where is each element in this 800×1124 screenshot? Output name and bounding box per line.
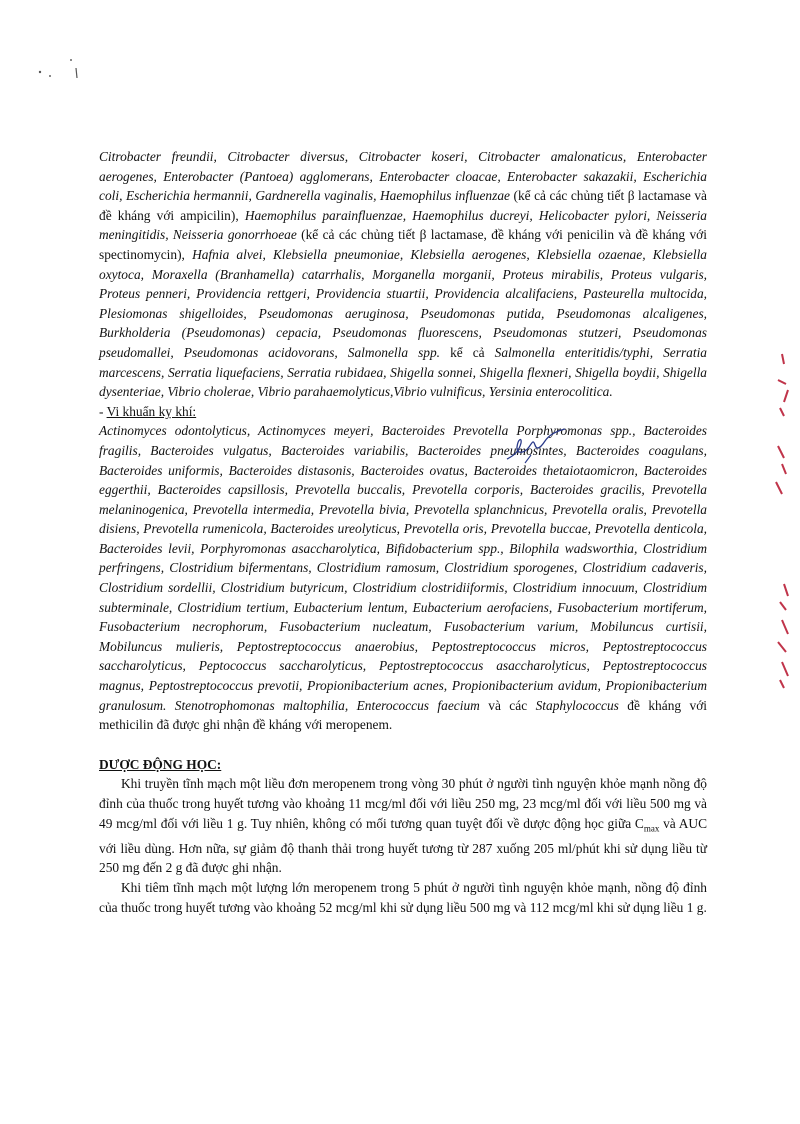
pk-para1-text-b: và AUC với liều dùng. Hơn nữa, sự giảm độ thanh thải trong huyết tương từ 287 xuống 205 ml/phút khi sử dụng liều từ 250 mg đến 2 g đã được ghi nhận. <box>99 815 707 876</box>
aerobic_tail-run-4: Hafnia alvei, Klebsiella pneumoniae, Klebsiella aerogenes, Klebsiella ozaenae, Klebsiella oxytoca, Moraxella (Branhamella) catarrhalis, Morganella morganii, Proteus mirabilis, Proteus vulgaris, Proteus penneri, Providencia rettgeri, Providencia stuartii, Providencia alcalifaciens, Pasteurella multocida, Plesiomonas shigelloides, Pseudomonas aeruginosa, Pseudomonas putida, Pseudomonas alcaligenes, Burkholderia (Pseudomonas) cepacia, Pseudomonas fluorescens, Pseudomonas stutzeri, Pseudomonas pseudomallei, Pseudomonas acidovorans, Salmonella spp. <box>99 246 707 360</box>
anaerobic-run-0: Actinomyces odontolyticus, Actinomyces meyeri, Bacteroides Prevotella Porphyromonas spp., Bacteroides fragilis, Bacteroides vulgatus, Bacteroides variabilis, Bacteroides pneumosintes, Bacteroides coagulans, Bacteroides uniformis, Bacteroides distasonis, Bacteroides ovatus, Bacteroides thetaiotaomicron, Bacteroides eggerthii, Bacteroides capsillosis, Prevotella buccalis, Prevotella corporis, Bacteroides gracilis, Prevotella melaninogenica, Prevotella intermedia, Prevotella bivia, Prevotella splanchnicus, Prevotella oralis, Prevotella disiens, Prevotella rumenicola, Bacteroides ureolyticus, Prevotella oris, Prevotella buccae, Prevotella denticola, Bacteroides levii, Porphyromonas asaccharolytica, Bifidobacterium spp., Bilophila wadsworthia, Clostridium perfringens, Clostridium bifermentans, Clostridium ramosum, Clostridium sporogenes, Clostridium cadaveris, Clostridium sordellii, Clostridium butyricum, Clostridium clostridiiformis, Clostridium innocuum, Clostridium subterminale, Clostridium tertium, Eubacterium lentum, Eubacterium aerofaciens, Fusobacterium mortiferum, Fusobacterium necrophorum, Fusobacterium nucleatum, Fusobacterium varium, Mobiluncus curtisii, Mobiluncus mulieris, Peptostreptococcus anaerobius, Peptostreptococcus micros, Peptostreptococcus saccharolyticus, Peptococcus saccharolyticus, Peptostreptococcus asaccharolyticus, Peptostreptococcus magnus, Peptostreptococcus prevotii, Propionibacterium acnes, Propionibacterium avidum, Propionibacterium granulosum. Stenotrophomonas maltophilia, Enterococcus faecium <box>99 423 707 713</box>
pharmacokinetics-paragraph-2: Khi tiêm tĩnh mạch một lượng lớn meropenem trong 5 phút ở người tình nguyện khỏe mạnh, nồng độ đỉnh của thuốc trong huyết tương vào khoảng 52 mcg/ml khi sử dụng liều 500 mg và 112 mcg/ml khi sử dụng liều 1 g. <box>99 880 707 915</box>
stamp-edge-mark-1 <box>772 350 796 420</box>
anaerobic-heading-prefix: - <box>99 403 107 419</box>
handwritten-signature <box>505 425 575 465</box>
aerobic_tail-run-2: Haemophilus parainfluenzae, Haemophilus ducreyi, Helicobacter pylori, Neisseria meningitidis, Neisseria gonorrhoeae <box>99 207 707 243</box>
aerobic-bacteria-list <box>99 147 707 402</box>
anaerobic-run-2: Staphylococcus <box>535 697 619 713</box>
document-body <box>99 147 707 917</box>
aerobic_tail-run-3: (kể cả các chủng tiết β lactamase, đề kháng với penicilin và đề kháng với spectinomycin), <box>99 227 707 262</box>
stamp-edge-mark-3 <box>772 580 796 690</box>
aerobic_tail-run-0: Citrobacter freundii, Citrobacter diversus, Citrobacter koseri, Citrobacter amalonaticus, Enterobacter aerogenes, Enterobacter (Pantoea) agglomerans, Enterobacter cloacae, Enterobacter sakazakii, Escherichia coli, Escherichia hermannii, Gardnerella vaginalis, Haemophilus influenzae <box>99 149 707 204</box>
aerobic_tail-run-5: kể cả <box>440 344 495 360</box>
anaerobic-heading <box>99 402 707 422</box>
anaerobic-run-1: và các <box>479 697 536 713</box>
anaerobic-run-3: đề kháng với methicilin đã được ghi nhận đề kháng với meropenem. <box>99 697 708 733</box>
pk-para1-text-a: Khi truyền tĩnh mạch một liều đơn meropenem trong vòng 30 phút ở người tình nguyện khỏe mạnh nồng độ đỉnh của thuốc trong huyết tương vào khoảng 11 mcg/ml đối với liều 250 mg, 23 mcg/ml đối với liều 500 mg và 49 mcg/ml đối với liều 1 g. Tuy nhiên, không có mối tương quan tuyệt đối về dược động học giữa C <box>99 776 707 831</box>
aerobic_tail-run-6: Salmonella enteritidis/typhi, Serratia marcescens, Serratia liquefaciens, Serratia rubidaea, Shigella sonnei, Shigella flexneri, Shigella boydii, Shigella dysenteriae, Vibrio cholerae, Vibrio parahaemolyticus,Vibrio vulnificus, Yersinia enterocolitica. <box>99 344 708 400</box>
aerobic_tail-run-1: (kể cả các chủng tiết β lactamase và đề kháng với ampicilin), <box>99 188 707 223</box>
pharmacokinetics-heading: DƯỢC ĐỘNG HỌC: <box>99 756 222 772</box>
anaerobic-heading-text: Vi khuẩn kỵ khí: <box>106 403 197 419</box>
cmax-subscript: max <box>643 823 660 834</box>
anaerobic-bacteria-list <box>99 421 707 735</box>
stamp-edge-mark-2 <box>770 440 794 500</box>
scan-speck-marks <box>28 52 98 92</box>
pharmacokinetics-paragraph-1 <box>99 774 707 878</box>
